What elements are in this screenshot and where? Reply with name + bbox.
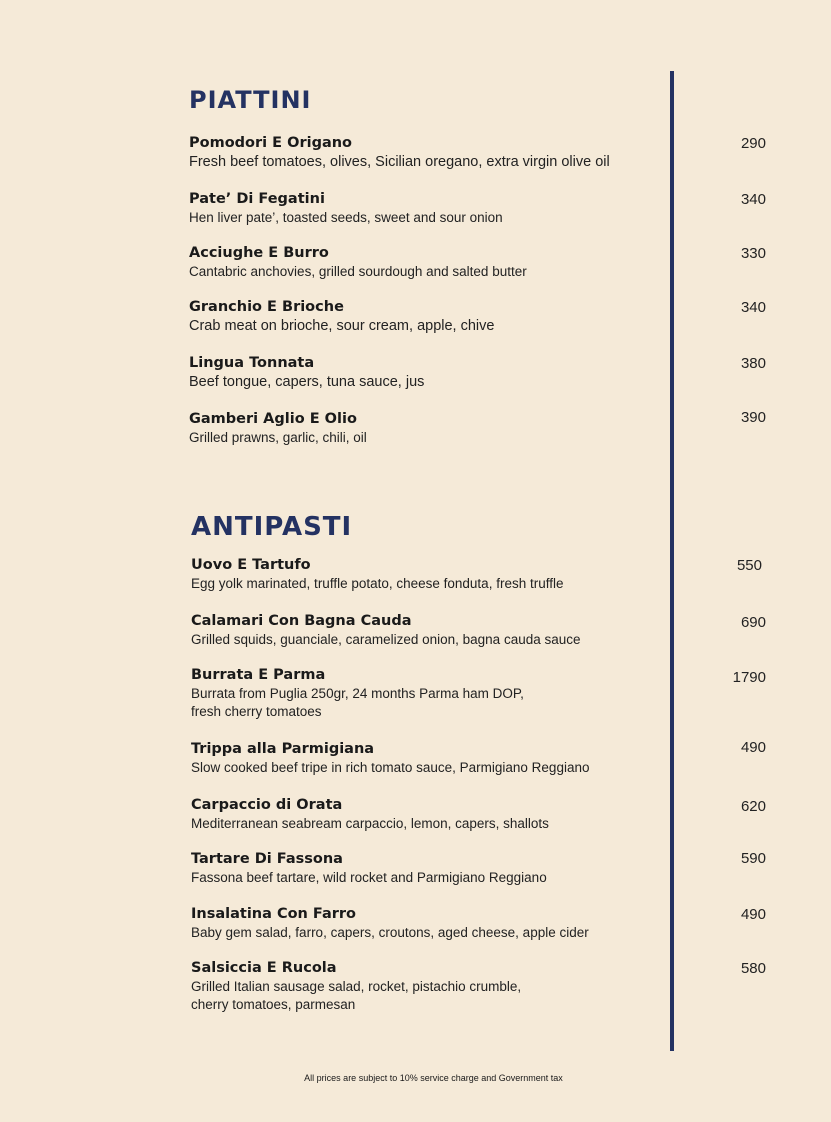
dish-description: Fassona beef tartare, wild rocket and Parmigiano Reggiano	[191, 870, 547, 885]
dish-name: Carpaccio di Orata	[191, 797, 343, 813]
dish-description: Crab meat on brioche, sour cream, apple, chive	[189, 318, 495, 334]
menu-item	[191, 959, 521, 1014]
dish-price: 690	[740, 614, 766, 631]
dish-price: 580	[740, 960, 766, 977]
dish-price: 340	[740, 299, 766, 316]
section-title-piattini: PIATTINI	[189, 86, 312, 114]
dish-description: Grilled prawns, garlic, chili, oil	[189, 430, 367, 445]
dish-price: 390	[740, 409, 766, 426]
section-title-antipasti: ANTIPASTI	[191, 512, 353, 542]
menu-item	[191, 850, 547, 887]
dish-price: 590	[740, 850, 766, 867]
dish-description: Slow cooked beef tripe in rich tomato sauce, Parmigiano Reggiano	[191, 760, 590, 775]
footer-note: All prices are subject to 10% service charge and Government tax	[304, 1073, 563, 1083]
dish-name: Insalatina Con Farro	[191, 906, 357, 922]
dish-price: 290	[740, 135, 766, 152]
dish-description: Grilled Italian sausage salad, rocket, pistachio crumble, cherry tomatoes, parmesan	[191, 979, 522, 1012]
dish-description: Mediterranean seabream carpaccio, lemon, capers, shallots	[191, 816, 549, 831]
dish-name: Salsiccia E Rucola	[191, 960, 337, 976]
menu-item	[189, 298, 494, 335]
dish-description: Fresh beef tomatoes, olives, Sicilian oregano, extra virgin olive oil	[189, 154, 610, 170]
menu-item	[189, 190, 503, 227]
dish-description: Egg yolk marinated, truffle potato, cheese fonduta, fresh truffle	[191, 576, 564, 591]
dish-name: Granchio E Brioche	[189, 299, 344, 315]
menu-item	[191, 612, 581, 649]
menu-item	[189, 244, 527, 281]
dish-price: 340	[740, 191, 766, 208]
menu-item	[189, 134, 610, 171]
dish-name: Lingua Tonnata	[189, 355, 315, 371]
menu-item	[191, 796, 549, 833]
vertical-divider	[670, 71, 674, 1051]
dish-description: Burrata from Puglia 250gr, 24 months Parma ham DOP, fresh cherry tomatoes	[191, 686, 524, 719]
dish-name: Burrata E Parma	[191, 667, 326, 683]
dish-name: Pate’ Di Fegatini	[189, 191, 325, 207]
menu-item	[189, 410, 367, 447]
dish-name: Pomodori E Origano	[189, 135, 353, 151]
dish-price: 380	[740, 355, 766, 372]
dish-price: 550	[736, 557, 762, 574]
dish-price: 620	[740, 798, 766, 815]
dish-description: Hen liver pate’, toasted seeds, sweet and sour onion	[189, 210, 503, 225]
dish-name: Gamberi Aglio E Olio	[189, 411, 357, 427]
dish-description: Baby gem salad, farro, capers, croutons, aged cheese, apple cider	[191, 925, 589, 940]
dish-price: 1790	[732, 669, 766, 686]
dish-description: Cantabric anchovies, grilled sourdough and salted butter	[189, 264, 527, 279]
dish-price: 330	[740, 245, 766, 262]
dish-name: Acciughe E Burro	[189, 245, 329, 261]
dish-name: Tartare Di Fassona	[191, 851, 343, 867]
dish-name: Calamari Con Bagna Cauda	[191, 613, 412, 629]
menu-item	[191, 556, 563, 593]
dish-name: Trippa alla Parmigiana	[191, 741, 375, 757]
menu-item	[189, 354, 424, 391]
dish-description: Grilled squids, guanciale, caramelized onion, bagna cauda sauce	[191, 632, 581, 647]
menu-item	[191, 666, 524, 721]
dish-name: Uovo E Tartufo	[191, 557, 311, 573]
dish-price: 490	[740, 906, 766, 923]
dish-price: 490	[740, 739, 766, 756]
dish-description: Beef tongue, capers, tuna sauce, jus	[189, 374, 425, 390]
menu-item	[191, 740, 589, 777]
menu-item	[191, 905, 589, 942]
